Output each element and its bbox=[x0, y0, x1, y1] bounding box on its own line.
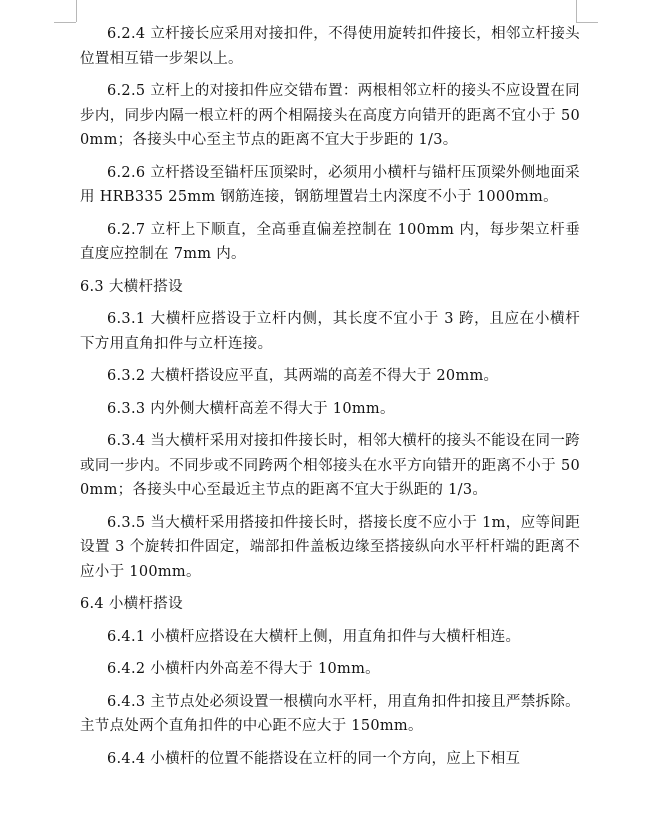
paragraph-6-2-6: 6.2.6 立杆搭设至锚杆压顶梁时，必须用小横杆与锚杆压顶梁外侧地面采用 HRB335 25mm 钢筋连接，钢筋埋置岩土内深度不小于 1000mm。 bbox=[80, 164, 580, 205]
paragraph-6-3-3: 6.3.3 内外侧大横杆高差不得大于 10mm。 bbox=[107, 400, 395, 417]
crop-mark-top-left-vertical bbox=[76, 0, 77, 22]
paragraph-6-3-1: 6.3.1 大横杆应搭设于立杆内侧，其长度不宜小于 3 跨，且应在小横杆下方用直角扣件与立杆连接。 bbox=[80, 311, 580, 352]
section-heading-6-4: 6.4 小横杆搭设 bbox=[80, 596, 183, 612]
paragraph-6-2-7: 6.2.7 立杆上下顺直，全高垂直偏差控制在 100mm 内，每步架立杆垂直度应控制在 7mm 内。 bbox=[80, 221, 580, 262]
document-body bbox=[80, 22, 580, 779]
paragraph-6-3-2: 6.3.2 大横杆搭设应平直，其两端的高差不得大于 20mm。 bbox=[107, 368, 499, 384]
paragraph-6-2-5: 6.2.5 立杆上的对接扣件应交错布置：两根相邻立杆的接头不应设置在同步内，同步内隔一根立杆的两个相隔接头在高度方向错开的距离不宜小于 500mm；各接头中心至主节点的距离不宜大于步距的 1/3。 bbox=[80, 83, 580, 148]
paragraph-6-4-1: 6.4.1 小横杆应搭设在大横杆上侧，用直角扣件与大横杆相连。 bbox=[107, 628, 521, 645]
paragraph-6-3-4: 6.3.4 当大横杆采用对接扣件接长时，相邻大横杆的接头不能设在同一跨或同一步内。不同步或不同跨两个相邻接头在水平方向错开的距离不小于 500mm；各接头中心至最近主节点的距离不宜大于纵距的 1/3。 bbox=[80, 433, 580, 498]
paragraph-6-2-4: 6.2.4 立杆接长应采用对接扣件，不得使用旋转扣件接长，相邻立杆接头位置相互错一步架以上。 bbox=[80, 26, 580, 67]
paragraph-6-4-2: 6.4.2 小横杆内外高差不得大于 10mm。 bbox=[107, 661, 380, 677]
paragraph-6-4-3: 6.4.3 主节点处必须设置一根横向水平杆，用直角扣件扣接且严禁拆除。主节点处两个直角扣件的中心距不应大于 150mm。 bbox=[80, 693, 580, 734]
paragraph-6-4-4: 6.4.4 小横杆的位置不能搭设在立杆的同一个方向，应上下相互 bbox=[107, 750, 521, 767]
crop-mark-top-left-horizontal bbox=[54, 22, 76, 23]
section-heading-6-3: 6.3 大横杆搭设 bbox=[80, 278, 183, 295]
crop-mark-top-right-vertical bbox=[576, 0, 577, 22]
paragraph-6-3-5: 6.3.5 当大横杆采用搭接扣件接长时，搭接长度不应小于 1m，应等间距设置 3 个旋转扣件固定，端部扣件盖板边缘至搭接纵向水平杆杆端的距离不应小于 100mm。 bbox=[80, 514, 580, 580]
